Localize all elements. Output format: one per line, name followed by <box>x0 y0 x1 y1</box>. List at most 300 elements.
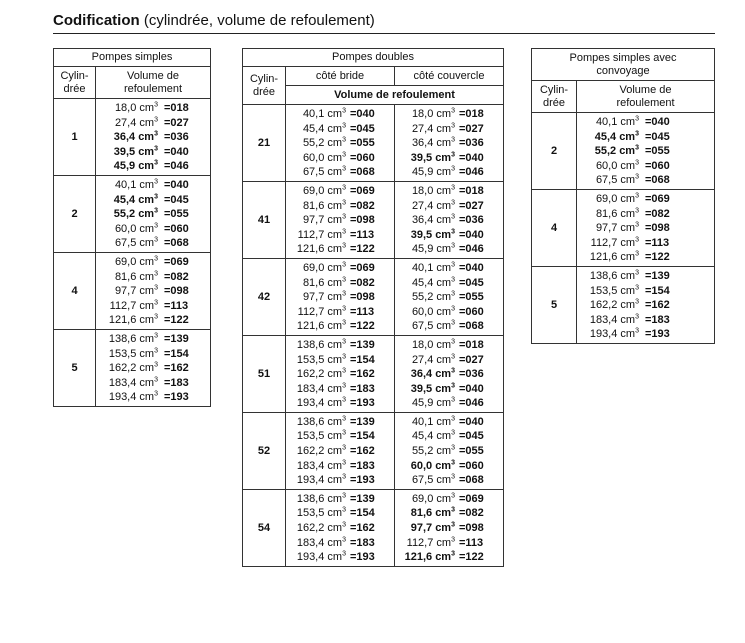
volume-entry <box>399 261 499 276</box>
volume-code: =193 <box>350 474 375 487</box>
volume-entry <box>100 270 206 285</box>
volume-code: =068 <box>645 174 670 187</box>
volume-code: =154 <box>164 347 189 360</box>
volume-value <box>100 313 164 328</box>
header-line: refoulement <box>123 82 183 95</box>
volume-unit: $cm^3$ <box>138 145 158 158</box>
volume-unit: $cm^3$ <box>435 151 455 164</box>
volume-code: =060 <box>350 151 375 164</box>
volume-value <box>100 207 164 222</box>
volume-number: 18,0 <box>411 338 434 351</box>
volume-cell <box>286 489 395 566</box>
volume-unit: $cm^3$ <box>139 101 158 114</box>
volume-entry <box>581 115 710 130</box>
volume-entry <box>100 390 206 405</box>
volume-number: 138,6 <box>296 415 325 428</box>
volume-code: =069 <box>645 192 670 205</box>
volume-unit: $cm^3$ <box>620 250 639 264</box>
volume-code: =036 <box>459 214 484 227</box>
volume-entry <box>290 290 390 305</box>
volume-number: 45,4 <box>411 276 434 289</box>
table-pompes-doubles <box>242 48 504 567</box>
volume-code: =069 <box>164 255 189 268</box>
volume-number: 138,6 <box>296 338 325 351</box>
volume-code: =069 <box>350 184 375 197</box>
volume-unit: $cm^3$ <box>620 298 639 312</box>
volume-number: 121,6 <box>296 320 325 333</box>
volume-number: 18,0 <box>114 102 137 114</box>
volume-code: =045 <box>645 130 670 143</box>
volume-number: 183,4 <box>296 536 325 549</box>
volume-unit: $cm^3$ <box>327 290 346 304</box>
volume-number: 162,2 <box>108 362 137 375</box>
volume-cell <box>395 258 504 335</box>
volume-entry <box>399 338 499 353</box>
table-title: Pompes simples <box>54 49 211 67</box>
volume-entry <box>399 521 499 536</box>
volume-unit: $cm^3$ <box>327 261 346 274</box>
volume-entry <box>100 130 206 145</box>
volume-code: =060 <box>459 305 484 318</box>
volume-value <box>581 221 645 236</box>
volume-value <box>399 367 459 382</box>
volume-entry <box>581 221 710 236</box>
volume-unit: $cm^3$ <box>327 213 346 227</box>
volume-value <box>399 184 459 199</box>
col-header-bride: côté bride <box>286 67 395 86</box>
heading-bold: Codification <box>53 12 140 29</box>
volume-code: =113 <box>164 299 189 312</box>
volume-code: =139 <box>350 415 375 428</box>
volume-unit: $cm^3$ <box>327 121 346 135</box>
volume-number: 183,4 <box>589 313 618 326</box>
volume-value <box>581 327 645 342</box>
volume-value <box>399 521 459 536</box>
volume-unit: $cm^3$ <box>436 429 455 443</box>
cylinder-cell: 5 <box>54 329 96 406</box>
volume-number: 18,0 <box>411 108 434 120</box>
volume-code: =154 <box>350 430 375 443</box>
volume-entry <box>581 298 710 313</box>
volume-value <box>399 151 459 166</box>
volume-number: 36,4 <box>113 131 136 144</box>
volume-entry <box>100 193 206 208</box>
volume-value <box>399 319 459 334</box>
volume-unit: $cm^3$ <box>139 178 158 191</box>
volume-number: 27,4 <box>411 122 434 135</box>
volume-unit: $cm^3$ <box>139 222 158 235</box>
volume-unit: $cm^3$ <box>139 313 158 327</box>
volume-value <box>399 492 459 507</box>
volume-unit: $cm^3$ <box>436 492 455 505</box>
volume-number: 138,6 <box>108 332 137 345</box>
volume-unit: $cm^3$ <box>327 550 346 564</box>
volume-number: 60,0 <box>114 222 137 235</box>
volume-code: =162 <box>350 445 375 458</box>
volume-entry <box>399 353 499 368</box>
volume-unit: $cm^3$ <box>620 173 639 187</box>
volume-number: 67,5 <box>595 174 618 187</box>
volume-number: 81,6 <box>302 276 325 289</box>
volume-entry <box>399 228 499 243</box>
cylinder-cell: 4 <box>54 252 96 329</box>
volume-value <box>290 396 350 411</box>
volume-entry <box>399 473 499 488</box>
volume-entry <box>100 299 206 314</box>
volume-number: 36,4 <box>411 137 434 150</box>
volume-number: 45,4 <box>113 193 136 206</box>
volume-value <box>399 444 459 459</box>
volume-entry <box>399 305 499 320</box>
volume-value <box>290 353 350 368</box>
volume-number: 39,5 <box>113 145 136 158</box>
volume-code: =154 <box>350 353 375 366</box>
volume-number: 121,6 <box>404 551 433 564</box>
volume-code: =193 <box>645 328 670 341</box>
volume-unit: $cm^3$ <box>327 521 346 535</box>
volume-unit: $cm^3$ <box>620 115 639 128</box>
volume-code: =036 <box>459 137 484 150</box>
volume-unit: $cm^3$ <box>327 136 346 150</box>
volume-value <box>290 459 350 474</box>
volume-code: =154 <box>645 284 670 297</box>
volume-code: =082 <box>350 199 375 212</box>
volume-number: 36,4 <box>411 214 434 227</box>
volume-unit: $cm^3$ <box>619 144 639 158</box>
volume-unit: $cm^3$ <box>139 115 158 129</box>
volume-entry <box>581 327 710 342</box>
volume-unit: $cm^3$ <box>327 242 346 256</box>
volume-cell <box>286 181 395 258</box>
volume-number: 60,0 <box>595 159 618 172</box>
volume-number: 193,4 <box>296 397 325 410</box>
volume-code: =113 <box>645 236 670 249</box>
volume-code: =036 <box>459 368 484 381</box>
volume-entry <box>290 506 390 521</box>
volume-entry <box>399 506 499 521</box>
volume-entry <box>290 165 390 180</box>
volume-unit: $cm^3$ <box>139 255 158 268</box>
volume-cell <box>395 105 504 182</box>
volume-unit: $cm^3$ <box>436 338 455 351</box>
volume-number: 81,6 <box>410 507 433 520</box>
volume-cell <box>577 113 715 190</box>
volume-entry <box>100 284 206 299</box>
volume-value <box>290 184 350 199</box>
volume-code: =113 <box>459 536 484 549</box>
volume-unit: $cm^3$ <box>436 275 455 289</box>
volume-code: =068 <box>350 166 375 179</box>
volume-entry <box>290 305 390 320</box>
header-line: drée <box>252 85 276 98</box>
volume-unit: $cm^3$ <box>327 352 346 366</box>
volume-entry <box>290 228 390 243</box>
table-title <box>532 49 715 81</box>
volume-code: =046 <box>459 166 484 179</box>
volume-number: 153,5 <box>589 284 618 297</box>
volume-cell <box>96 99 211 176</box>
volume-entry <box>399 165 499 180</box>
volume-code: =193 <box>350 397 375 410</box>
volume-entry <box>290 213 390 228</box>
volume-unit: $cm^3$ <box>327 151 346 164</box>
volume-unit: $cm^3$ <box>436 198 455 212</box>
volume-cell <box>286 412 395 489</box>
volume-code: =045 <box>350 122 375 135</box>
volume-entry <box>581 207 710 222</box>
cylinder-cell: 52 <box>243 412 286 489</box>
volume-value <box>399 305 459 320</box>
volume-number: 153,5 <box>108 347 137 360</box>
volume-code: =055 <box>459 445 484 458</box>
volume-value <box>399 213 459 228</box>
volume-value <box>100 159 164 174</box>
table-row <box>532 113 715 190</box>
volume-value <box>581 236 645 251</box>
volume-entry <box>399 415 499 430</box>
volume-entry <box>399 396 499 411</box>
volume-unit: $cm^3$ <box>436 121 455 135</box>
volume-code: =027 <box>459 353 484 366</box>
volume-value <box>399 199 459 214</box>
volume-number: 97,7 <box>114 285 137 298</box>
header-line: Cylin- <box>249 72 279 85</box>
volume-value <box>399 429 459 444</box>
volume-unit: $cm^3$ <box>327 415 346 428</box>
volume-unit: $cm^3$ <box>327 459 346 472</box>
volume-unit: $cm^3$ <box>139 299 158 312</box>
volume-entry <box>100 361 206 376</box>
volume-unit: $cm^3$ <box>327 305 346 318</box>
volume-entry <box>399 444 499 459</box>
volume-number: 193,4 <box>108 391 137 404</box>
volume-number: 69,0 <box>114 255 137 268</box>
page-heading <box>53 12 375 29</box>
volume-value <box>399 242 459 257</box>
volume-code: =139 <box>645 269 670 282</box>
volume-code: =139 <box>350 492 375 505</box>
volume-code: =122 <box>645 251 670 264</box>
cylinder-cell: 51 <box>243 335 286 412</box>
volume-code: =045 <box>459 430 484 443</box>
volume-number: 112,7 <box>406 536 434 549</box>
volume-entry <box>290 415 390 430</box>
volume-code: =040 <box>350 108 375 120</box>
col-header-cylindree <box>54 67 96 99</box>
volume-unit: $cm^3$ <box>139 390 158 404</box>
volume-entry <box>399 550 499 565</box>
volume-unit: $cm^3$ <box>435 550 455 564</box>
volume-entry <box>290 353 390 368</box>
volume-entry <box>581 192 710 207</box>
table-row <box>243 105 504 182</box>
table-row <box>243 489 504 566</box>
volume-value <box>399 415 459 430</box>
volume-entry <box>290 382 390 397</box>
volume-entry <box>290 444 390 459</box>
volume-number: 55,2 <box>411 291 434 304</box>
header-line: drée <box>542 96 566 109</box>
volume-code: =040 <box>459 415 484 428</box>
volume-code: =060 <box>645 159 670 172</box>
volume-unit: $cm^3$ <box>620 313 639 326</box>
volume-number: 112,7 <box>297 305 325 318</box>
volume-number: 162,2 <box>296 445 325 458</box>
volume-unit: $cm^3$ <box>139 236 158 250</box>
volume-value <box>290 261 350 276</box>
volume-entry <box>290 242 390 257</box>
volume-number: 39,5 <box>410 151 433 164</box>
volume-number: 121,6 <box>108 314 137 327</box>
volume-code: =098 <box>350 214 375 227</box>
volume-number: 97,7 <box>302 214 325 227</box>
volume-value <box>399 536 459 551</box>
volume-entry <box>581 130 710 145</box>
col-header-couvercle: côté couvercle <box>395 67 504 86</box>
cylinder-cell: 4 <box>532 189 577 266</box>
volume-code: =055 <box>645 145 670 158</box>
volume-code: =040 <box>459 382 484 395</box>
volume-entry <box>290 521 390 536</box>
volume-code: =040 <box>645 116 670 128</box>
volume-code: =183 <box>350 382 375 395</box>
volume-number: 60,0 <box>411 305 434 318</box>
volume-unit: $cm^3$ <box>436 165 455 179</box>
volume-value <box>100 130 164 145</box>
heading-rule <box>53 33 715 34</box>
table-row <box>243 181 504 258</box>
volume-number: 45,9 <box>411 397 434 410</box>
volume-unit: $cm^3$ <box>436 213 455 227</box>
volume-number: 121,6 <box>296 243 325 256</box>
volume-entry <box>399 122 499 137</box>
volume-value <box>100 284 164 299</box>
volume-number: 69,0 <box>595 192 618 205</box>
volume-value <box>100 255 164 270</box>
volume-value <box>290 228 350 243</box>
volume-value <box>290 429 350 444</box>
volume-value <box>399 353 459 368</box>
volume-code: =040 <box>459 261 484 274</box>
volume-unit: $cm^3$ <box>327 535 346 549</box>
volume-value <box>290 550 350 565</box>
volume-entry <box>581 284 710 299</box>
volume-entry <box>581 269 710 284</box>
volume-code: =098 <box>164 285 189 298</box>
volume-entry <box>290 319 390 334</box>
volume-entry <box>100 236 206 251</box>
volume-value <box>290 521 350 536</box>
table-row <box>54 329 211 406</box>
volume-number: 112,7 <box>297 228 325 241</box>
volume-code: =082 <box>350 276 375 289</box>
volume-unit: $cm^3$ <box>435 521 455 535</box>
volume-unit: $cm^3$ <box>327 107 346 120</box>
volume-entry <box>100 159 206 174</box>
volume-value <box>399 122 459 137</box>
volume-number: 153,5 <box>296 430 325 443</box>
volume-number: 183,4 <box>296 459 325 472</box>
volume-code: =046 <box>459 397 484 410</box>
volume-value <box>399 228 459 243</box>
volume-number: 81,6 <box>595 207 618 220</box>
title-line: Pompes simples avec <box>569 51 677 64</box>
volume-value <box>290 242 350 257</box>
volume-number: 55,2 <box>302 137 325 150</box>
volume-value <box>290 492 350 507</box>
volume-entry <box>290 459 390 474</box>
volume-code: =055 <box>459 291 484 304</box>
volume-unit: $cm^3$ <box>139 332 158 345</box>
volume-entry <box>290 199 390 214</box>
cylinder-cell: 2 <box>54 175 96 252</box>
volume-value <box>581 269 645 284</box>
volume-unit: $cm^3$ <box>620 159 639 172</box>
volume-number: 183,4 <box>296 382 325 395</box>
volume-value <box>399 459 459 474</box>
volume-code: =162 <box>645 299 670 312</box>
volume-unit: $cm^3$ <box>436 535 455 549</box>
volume-entry <box>100 116 206 131</box>
volume-number: 138,6 <box>589 269 618 282</box>
volume-value <box>290 107 350 122</box>
volume-unit: $cm^3$ <box>327 338 346 351</box>
volume-code: =040 <box>459 228 484 241</box>
volume-unit: $cm^3$ <box>138 130 158 144</box>
volume-code: =193 <box>164 391 189 404</box>
volume-entry <box>581 250 710 265</box>
col-header-cylindree <box>532 81 577 113</box>
volume-number: 121,6 <box>589 251 618 264</box>
volume-cell <box>395 489 504 566</box>
volume-code: =069 <box>459 492 484 505</box>
volume-unit: $cm^3$ <box>327 473 346 487</box>
volume-cell <box>286 105 395 182</box>
volume-value <box>290 151 350 166</box>
volume-value <box>581 298 645 313</box>
volume-code: =036 <box>164 131 189 144</box>
volume-unit: $cm^3$ <box>327 367 346 381</box>
header-line: drée <box>63 82 86 95</box>
volume-unit: $cm^3$ <box>138 207 158 221</box>
volume-number: 153,5 <box>296 353 325 366</box>
volume-unit: $cm^3$ <box>620 192 639 205</box>
volume-number: 97,7 <box>302 291 325 304</box>
volume-unit: $cm^3$ <box>327 444 346 458</box>
volume-unit: $cm^3$ <box>620 206 639 220</box>
volume-value <box>399 290 459 305</box>
title-line: convoyage <box>596 64 650 77</box>
volume-entry <box>399 151 499 166</box>
header-line: Cylin- <box>60 69 89 82</box>
volume-code: =060 <box>164 222 189 235</box>
volume-value <box>290 473 350 488</box>
volume-cell <box>395 181 504 258</box>
volume-code: =045 <box>459 276 484 289</box>
volume-number: 138,6 <box>296 492 325 505</box>
volume-unit: $cm^3$ <box>619 129 639 143</box>
volume-code: =046 <box>164 160 189 173</box>
volume-unit: $cm^3$ <box>436 184 455 197</box>
volume-entry <box>290 550 390 565</box>
volume-value <box>581 192 645 207</box>
volume-entry <box>290 473 390 488</box>
volume-entry <box>100 207 206 222</box>
volume-code: =113 <box>350 305 375 318</box>
volume-entry <box>100 376 206 391</box>
volume-value <box>100 376 164 391</box>
volume-number: 45,9 <box>113 160 136 173</box>
